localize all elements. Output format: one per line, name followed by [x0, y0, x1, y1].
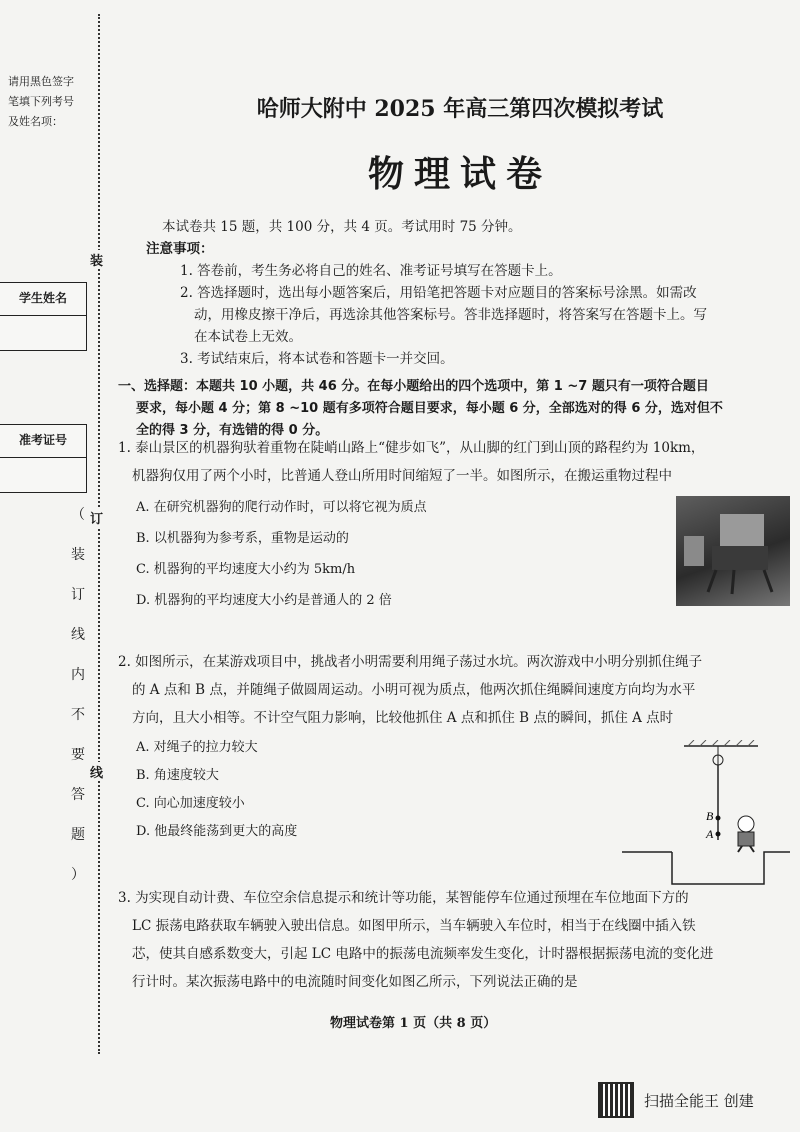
exam-id-label: 准考证号	[0, 425, 86, 458]
binding-instructions	[8, 72, 88, 132]
binding-dotted-line	[98, 14, 100, 1054]
no-answer-char: 要	[71, 747, 85, 763]
notice-item: 2. 答选择题时，选出每小题答案后，用铅笔把答题卡对应题目的答案标号涂黑。如需改	[180, 285, 697, 301]
option-a: A. 在研究机器狗的爬行动作时，可以将它视为质点	[136, 500, 427, 515]
qr-code-icon	[598, 1082, 634, 1118]
option-d: D. 机器狗的平均速度大小约是普通人的 2 倍	[136, 593, 392, 608]
no-answer-char: 题	[71, 827, 85, 843]
subject-title: 物理试卷	[367, 153, 552, 195]
notice-item: 3. 考试结束后，将本试卷和答题卡一并交回。	[180, 351, 454, 367]
question-2-stem	[118, 648, 792, 732]
question-1-stem	[118, 434, 792, 490]
notice-title: 注意事项：	[146, 241, 214, 257]
question-3-stem	[118, 884, 792, 996]
option-b: B. 角速度较大	[136, 768, 219, 783]
no-answer-char: 线	[71, 627, 85, 643]
exam-info: 本试卷共 15 题，共 100 分，共 4 页。考试用时 75 分钟。	[162, 219, 522, 235]
watermark-text: 扫描全能王 创建	[644, 1092, 754, 1110]
robot-dog-image	[676, 496, 790, 606]
notice-item: 在本试卷上无效。	[194, 329, 302, 345]
binding-char-zhuang: 装	[90, 250, 103, 269]
stem-line: 的 A 点和 B 点，并随绳子做圆周运动。小明可视为质点，他两次抓住绳瞬间速度方向均为水平	[132, 682, 696, 698]
instruction-line: 笔填下列考号	[8, 95, 74, 108]
section-line: 全的得 3 分，有选错的得 0 分。	[136, 423, 329, 438]
student-name-box	[0, 282, 87, 351]
student-name-field[interactable]	[0, 316, 86, 350]
option-b: B. 以机器狗为参考系，重物是运动的	[136, 531, 349, 546]
stem-line: LC 振荡电路获取车辆驶入驶出信息。如图甲所示，当车辆驶入车位时，相当于在线圈中插入铁	[132, 918, 696, 934]
notice-list	[180, 260, 794, 370]
stem-line: 1. 泰山景区的机器狗驮着重物在陡峭山路上“健步如飞”，从山脚的红门到山顶的路程约为 10km，	[118, 440, 705, 456]
question-1-options	[136, 494, 427, 615]
section-line: 一、选择题：本题共 10 小题，共 46 分。在每小题给出的四个选项中，第 1 ~7 题只有一项符合题目	[118, 379, 709, 394]
fig-label-a: A	[706, 827, 714, 841]
no-answer-char: 装	[71, 547, 85, 563]
binding-char-ding: 订	[90, 508, 103, 527]
rope-swing-diagram	[618, 740, 792, 890]
student-name-label: 学生姓名	[0, 283, 86, 316]
no-answer-char: 不	[71, 707, 85, 723]
exam-id-box	[0, 424, 87, 493]
stem-line: 行计时。某次振荡电路中的电流随时间变化如图乙所示，下列说法正确的是	[132, 974, 578, 990]
no-answer-char: （	[71, 507, 85, 523]
instruction-line: 请用黑色签字	[8, 75, 74, 88]
question-2-options	[136, 734, 297, 846]
exam-id-field[interactable]	[0, 458, 86, 492]
notice-item: 1. 答卷前，考生务必将自己的姓名、准考证号填写在答题卡上。	[180, 263, 562, 279]
binding-char-xian: 线	[90, 762, 103, 781]
stem-line: 芯，使其自感系数变大，引起 LC 电路中的振荡电流频率发生变化，计时器根据振荡电流的变化进	[132, 946, 714, 962]
no-answer-char: 订	[71, 587, 85, 603]
rope-swing-figure	[618, 740, 792, 890]
section-line: 要求，每小题 4 分；第 8 ~10 题有多项符合题目要求，每小题 6 分，全部选对的得 6 分，选对但不	[136, 401, 723, 416]
page-footer: 物理试卷第 1 页（共 8 页）	[330, 1016, 497, 1031]
no-answer-char: 内	[71, 667, 85, 683]
notice-item: 动，用橡皮擦干净后，再选涂其他答案标号。答非选择题时，将答案写在答题卡上。写	[194, 307, 707, 323]
no-answer-notice	[66, 504, 90, 904]
no-answer-char: 答	[71, 787, 85, 803]
option-a: A. 对绳子的拉力较大	[136, 740, 258, 755]
stem-line: 3. 为实现自动计费、车位空余信息提示和统计等功能，某智能停车位通过预埋在车位地面下方的	[118, 890, 689, 906]
scanner-watermark	[598, 1082, 798, 1118]
stem-line: 方向，且大小相等。不计空气阻力影响，比较他抓住 A 点和抓住 B 点的瞬间，抓住 A 点时	[132, 710, 674, 726]
option-c: C. 向心加速度较小	[136, 796, 245, 811]
section-heading	[118, 376, 792, 442]
stem-line: 2. 如图所示，在某游戏项目中，挑战者小明需要利用绳子荡过水坑。两次游戏中小明分别抓住绳子	[118, 654, 703, 670]
fig-label-b: B	[706, 809, 714, 823]
school-title: 哈师大附中 2025 年高三第四次模拟考试	[256, 96, 664, 122]
stem-line: 机器狗仅用了两个小时，比普通人登山所用时间缩短了一半。如图所示，在搬运重物过程中	[132, 468, 672, 484]
instruction-line: 及姓名项：	[8, 115, 63, 128]
no-answer-char: ）	[71, 867, 85, 883]
option-c: C. 机器狗的平均速度大小约为 5km/h	[136, 562, 356, 577]
robot-dog-photo	[676, 496, 790, 606]
option-d: D. 他最终能荡到更大的高度	[136, 824, 298, 839]
